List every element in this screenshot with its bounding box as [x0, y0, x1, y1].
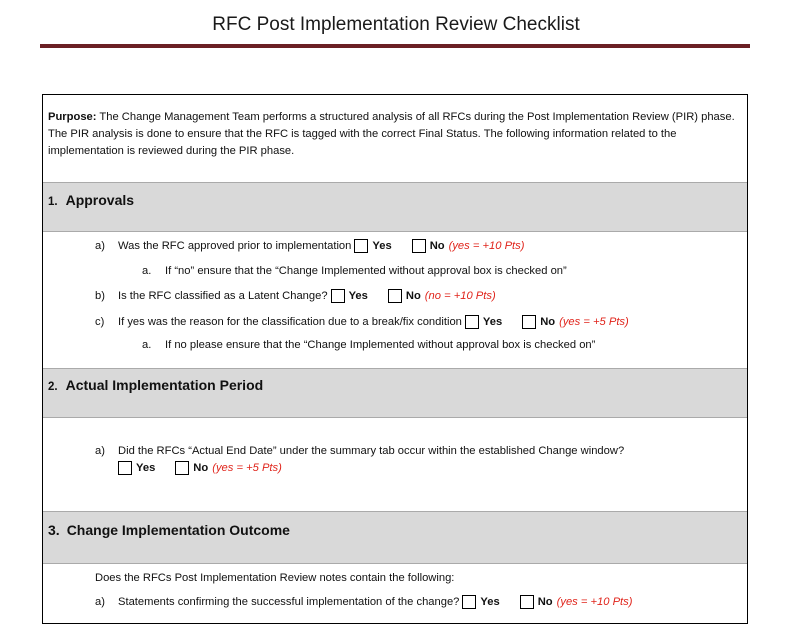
- question-1b: [95, 289, 496, 303]
- section-1-title: [48, 192, 134, 208]
- points-note: (no = +10 Pts): [424, 290, 496, 302]
- yes-label: Yes: [348, 290, 368, 302]
- section-2-header: [43, 368, 747, 418]
- no-checkbox[interactable]: [388, 289, 402, 303]
- question-1a: [95, 239, 524, 253]
- section-3-title: [48, 522, 290, 538]
- yes-label: Yes: [136, 462, 156, 474]
- title-divider: [40, 44, 750, 48]
- no-label: No: [540, 316, 556, 328]
- question-text: Was the RFC approved prior to implementation: [118, 240, 352, 252]
- checklist-box: [42, 94, 748, 624]
- section-1-title-text: Approvals: [65, 192, 135, 208]
- no-label: No: [193, 462, 209, 474]
- no-checkbox[interactable]: [175, 461, 189, 475]
- question-1a-note: [142, 265, 567, 277]
- intro-text: Does the RFCs Post Implementation Review notes contain the following:: [95, 572, 455, 584]
- item-label: c): [95, 316, 105, 328]
- no-label: No: [405, 290, 421, 302]
- section-3-number: 3.: [48, 522, 60, 538]
- yes-label: Yes: [480, 596, 500, 608]
- section-1-header: [43, 182, 747, 232]
- purpose-label: Purpose:: [48, 111, 97, 123]
- item-label: a): [95, 240, 105, 252]
- no-checkbox[interactable]: [412, 239, 426, 253]
- section-2-title: [48, 377, 263, 393]
- points-note: (yes = +5 Pts): [212, 462, 282, 474]
- item-label: a): [95, 596, 105, 608]
- question-2a: [95, 445, 624, 457]
- question-text: Statements confirming the successful implementation of the change?: [118, 596, 460, 608]
- question-1c: [95, 315, 629, 329]
- purpose-paragraph: [48, 109, 743, 160]
- yes-checkbox[interactable]: [354, 239, 368, 253]
- question-1c-note: [142, 339, 595, 351]
- yes-label: Yes: [482, 316, 503, 328]
- note-text: If no please ensure that the “Change Implemented without approval box is checked on”: [165, 339, 596, 351]
- section-2-title-text: Actual Implementation Period: [65, 377, 264, 393]
- question-text: Is the RFC classified as a Latent Change?: [118, 290, 328, 302]
- section-3-title-text: Change Implementation Outcome: [66, 522, 290, 538]
- purpose-text: The Change Management Team performs a structured analysis of all RFCs during the Post Implementation Review (PIR) phase. The PIR analysis is done to ensure that the RFC is tagged with the correct Final Status. The following information related to the implementation is reviewed during the PIR phase.: [48, 111, 735, 157]
- section-3-header: [43, 511, 747, 564]
- section-2-number: 2.: [48, 381, 58, 393]
- no-label: No: [537, 596, 553, 608]
- question-2a-options: [115, 461, 282, 475]
- points-note: (yes = +10 Pts): [556, 596, 633, 608]
- question-3a: [95, 595, 633, 609]
- no-label: No: [429, 240, 445, 252]
- yes-label: Yes: [372, 240, 392, 252]
- yes-checkbox[interactable]: [462, 595, 476, 609]
- no-checkbox[interactable]: [522, 315, 536, 329]
- section-3-intro: [95, 572, 454, 584]
- section-1-number: 1.: [48, 196, 58, 208]
- points-note: (yes = +5 Pts): [559, 316, 629, 328]
- yes-checkbox[interactable]: [331, 289, 345, 303]
- points-note: (yes = +10 Pts): [448, 240, 525, 252]
- note-text: If “no” ensure that the “Change Implemented without approval box is checked on”: [165, 265, 567, 277]
- no-checkbox[interactable]: [520, 595, 534, 609]
- yes-checkbox[interactable]: [118, 461, 132, 475]
- yes-checkbox[interactable]: [465, 315, 479, 329]
- item-label: b): [95, 290, 105, 302]
- sub-item-label: a.: [142, 339, 152, 351]
- question-text: Did the RFCs “Actual End Date” under the summary tab occur within the established Change window?: [118, 445, 625, 457]
- item-label: a): [95, 445, 105, 457]
- question-text: If yes was the reason for the classification due to a break/fix condition: [118, 316, 462, 328]
- sub-item-label: a.: [142, 265, 152, 277]
- document-title: RFC Post Implementation Review Checklist: [212, 14, 580, 35]
